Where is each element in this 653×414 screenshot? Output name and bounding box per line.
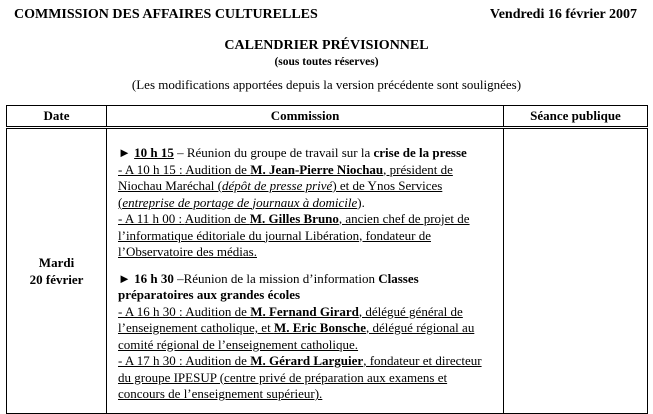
day-weekday: Mardi — [38, 254, 75, 270]
meeting-topic: Classes préparatoires aux grandes écoles — [118, 270, 419, 302]
meeting-time: 10 h 15 — [134, 145, 174, 160]
meeting-classes-heading — [118, 271, 497, 304]
calendar-table — [6, 105, 648, 414]
audition-time: - A 10 h 15 : — [118, 161, 186, 177]
audition-item — [118, 304, 497, 354]
audition-label: Audition de — [185, 161, 251, 177]
day-cell — [7, 128, 107, 414]
audition-role: , délégué régional au comité régional de l’enseignement catholique. — [118, 320, 475, 352]
table-row — [7, 128, 648, 414]
audition-person: M. Fernand Girard — [250, 303, 359, 319]
arrow-icon: ► — [118, 270, 131, 286]
audition-role: , fondateur et directeur du groupe IPESUP (centre privé de préparation aux examens et concours de l’enseignement supérieur). — [118, 353, 482, 401]
page-header — [14, 7, 637, 25]
audition-role: , délégué général de l’enseignement catholique, et — [118, 303, 463, 335]
table-header-row — [7, 106, 648, 128]
audition-time: - A 16 h 30 : — [118, 303, 186, 319]
organization-name: COMMISSION DES AFFAIRES CULTURELLES — [14, 7, 318, 22]
audition-connector: ) et de Ynos Services ( — [118, 178, 443, 210]
audition-time: - A 11 h 00 : — [118, 211, 185, 226]
audition-person: M. Eric Bonsche — [273, 320, 367, 335]
meeting-press-heading — [118, 145, 497, 162]
audition-role: , ancien chef de projet de l’informatique éditoriale du journal Libération, fondateur de l’Observatoire des médias. — [118, 211, 470, 259]
audition-person: M. Jean-Pierre Niochau — [250, 161, 384, 177]
audition-item — [118, 162, 497, 212]
audition-person: M. Gilles Bruno — [249, 211, 339, 226]
audition-label: Audition de — [185, 353, 251, 368]
arrow-icon: ► — [118, 145, 131, 160]
commission-cell — [107, 128, 504, 414]
document-date: Vendredi 16 février 2007 — [489, 7, 637, 22]
audition-role: , président de Niochau Maréchal ( — [118, 161, 453, 193]
audition-role-detail: dépôt de presse privé — [221, 178, 333, 193]
calendar-title: CALENDRIER PRÉVISIONNEL — [224, 38, 429, 53]
day-date: 20 février — [29, 271, 84, 287]
audition-end: ). — [357, 194, 365, 210]
audition-item — [118, 353, 497, 403]
meeting-topic: crise de la presse — [373, 145, 467, 160]
audition-label: Audition de — [184, 211, 250, 226]
meeting-description: –Réunion de la mission d’information — [173, 270, 379, 286]
audition-label: Audition de — [185, 303, 251, 319]
column-header-commission: Commission — [107, 106, 504, 128]
column-header-date: Date — [7, 106, 107, 128]
seance-cell — [504, 128, 648, 414]
column-header-seance: Séance publique — [504, 106, 648, 128]
modifications-note: (Les modifications apportées depuis la version précédente sont soulignées) — [131, 77, 522, 92]
audition-person: M. Gérard Larguier — [250, 353, 364, 368]
audition-item — [118, 211, 497, 261]
calendar-subtitle: (sous toutes réserves) — [274, 56, 379, 68]
meeting-time: 16 h 30 — [134, 270, 174, 286]
audition-time: - A 17 h 30 : — [118, 353, 186, 368]
meeting-description: – Réunion du groupe de travail sur la — [173, 145, 374, 160]
audition-company-detail: entreprise de portage de journaux à domicile — [122, 194, 358, 210]
